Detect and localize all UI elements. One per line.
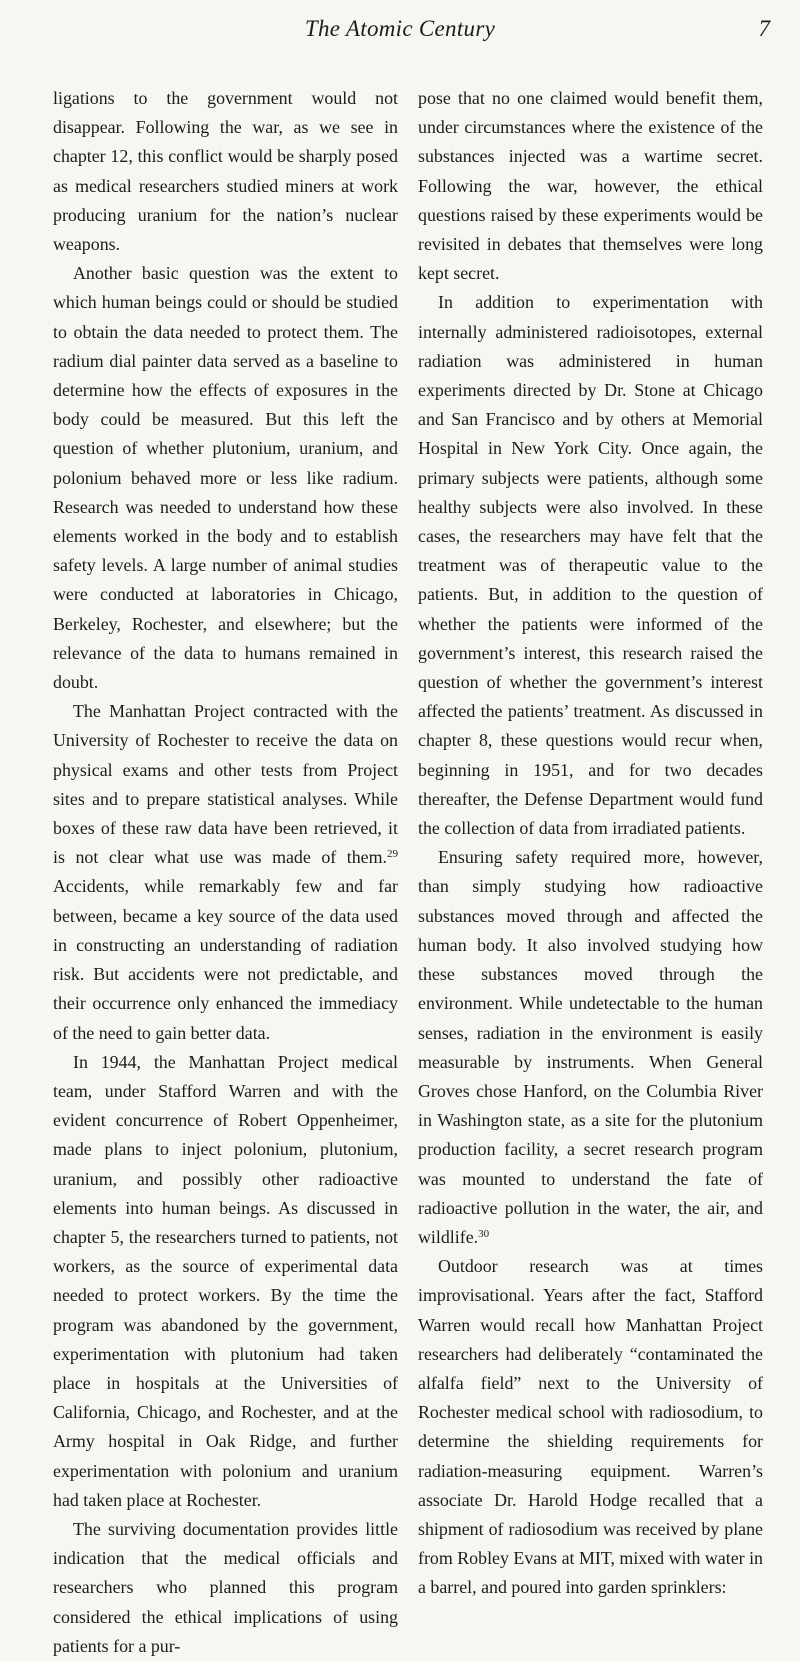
- paragraph-text: Accidents, while remarkably few and far between, became a key source of the data used in constructing an understanding of radiation risk. But accidents were not predictable, and their occurrence only enhanced the immediacy of the need to gain better data.: [53, 876, 398, 1043]
- page-number: 7: [758, 16, 770, 41]
- paragraph-text: Outdoor research was at times improvisational. Years after the fact, Stafford Warren would recall how Manhattan Project researchers had deliberately “contaminated the alfalfa field” next to the University of Rochester medical school with radiosodium, to determine the shielding requirements for radiation-measuring equipment. Warren’s associate Dr. Harold Hodge recalled that a shipment of radiosodium was received by plane from Robley Evans at MIT, mixed with water in a barrel, and poured into garden sprinklers:: [418, 1256, 763, 1598]
- paragraph-text: ligations to the government would not disappear. Following the war, as we see in chapter 12, this conflict would be sharply posed as medical researchers studied miners at work producing uranium for the nation’s nuclear weapons.: [53, 88, 398, 255]
- paragraph: [418, 84, 763, 288]
- paragraph-text: In addition to experimentation with internally administered radioisotopes, external radiation was administered in human experiments directed by Dr. Stone at Chicago and San Francisco and by others at Memorial Hospital in New York City. Once again, the primary subjects were patients, although some healthy subjects were also involved. In these cases, the researchers may have felt that the treatment was of therapeutic value to the patients. But, in addition to the question of whether the patients were informed of the government’s interest, this research raised the question of whether the government’s interest affected the patients’ treatment. As discussed in chapter 8, these questions would recur when, beginning in 1951, and for two decades thereafter, the Defense Department would fund the collection of data from irradiated patients.: [418, 292, 763, 839]
- paragraph-text: The Manhattan Project contracted with the University of Rochester to receive the data on physical exams and other tests from Project sites and to prepare statistical analyses. While boxes of these raw data have been retrieved, it is not clear what use was made of them.: [53, 701, 398, 868]
- paragraph: [53, 84, 398, 259]
- paragraph-text: In 1944, the Manhattan Project medical team, under Stafford Warren and with the evident concurrence of Robert Oppenheimer, made plans to inject polonium, plutonium, uranium, and possibly other radioactive elements into human beings. As discussed in chapter 5, the researchers turned to patients, not workers, as the source of experimental data needed to protect workers. By the time the program was abandoned by the government, experimentation with plutonium had taken place in hospitals at the Universities of California, Chicago, and Rochester, and at the Army hospital in Oak Ridge, and further experimentation with polonium and uranium had taken place at Rochester.: [53, 1051, 398, 1510]
- paragraph-text: The surviving documentation provides little indication that the medical officials and researchers who planned this program considered the ethical implications of using patients for a pur-: [53, 1518, 398, 1656]
- paragraph: [53, 1515, 398, 1661]
- paragraph: [418, 288, 763, 843]
- running-head-title: The Atomic Century: [304, 16, 496, 41]
- paragraph-text: Another basic question was the extent to which human beings could or should be studied to obtain the data needed to protect them. The radium dial painter data served as a baseline to determine how the effects of exposures in the body could be measured. But this left the question of whether plutonium, uranium, and polonium behaved more or less like radium. Research was needed to understand how these elements worked in the body and to establish safety levels. A large number of animal studies were conducted at laboratories in Chicago, Berkeley, Rochester, and elsewhere; but the relevance of the data to humans remained in doubt.: [53, 263, 398, 693]
- paragraph-text: Ensuring safety required more, however, than simply studying how radioactive substances moved through and affected the human body. It also involved studying how these substances moved through the environment. While undetectable to the human senses, radiation in the environment is easily measurable by instruments. When General Groves chose Hanford, on the Columbia River in Washington state, as a site for the plutonium production facility, a secret research program was mounted to understand the fate of radioactive pollution in the water, the air, and wildlife.: [418, 847, 763, 1247]
- paragraph: [418, 1252, 763, 1602]
- paragraph: [53, 1048, 398, 1515]
- left-text-column: [53, 84, 398, 1661]
- footnote-marker: 29: [387, 848, 398, 861]
- right-text-column: [418, 84, 763, 1603]
- paragraph-text: pose that no one claimed would benefit them, under circumstances where the existence of the substances injected was a wartime secret. Following the war, however, the ethical questions raised by these experiments would be revisited in debates that themselves were long kept secret.: [418, 88, 763, 284]
- paragraph: [53, 259, 398, 697]
- footnote-marker: 30: [478, 1227, 490, 1240]
- paragraph: [53, 697, 398, 1047]
- paragraph: [418, 843, 763, 1252]
